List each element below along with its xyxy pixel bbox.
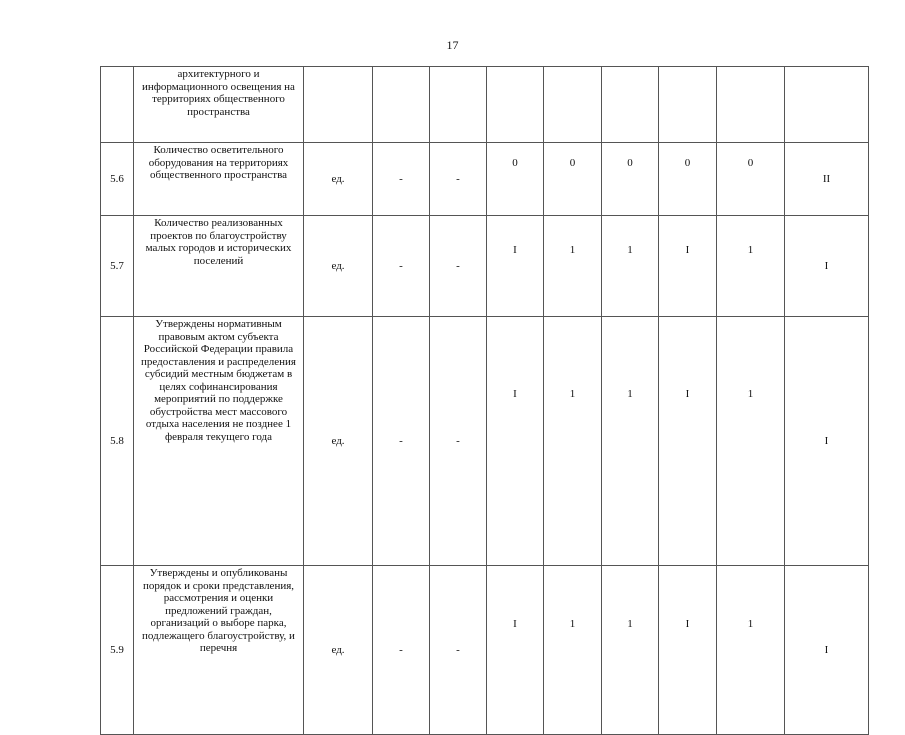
row-number: 5.6 (101, 143, 134, 216)
value-cell (487, 67, 544, 143)
value-cell: 0 (602, 143, 659, 216)
base-year-cell: - (430, 317, 487, 566)
base-value-cell: - (373, 317, 430, 566)
last-cell: I (785, 216, 869, 317)
value-cell: I (659, 216, 717, 317)
unit-cell: ед. (304, 143, 373, 216)
value-cell (544, 67, 602, 143)
value-cell: 1 (602, 216, 659, 317)
base-value-cell (373, 67, 430, 143)
value-cell: I (487, 566, 544, 735)
unit-cell: ед. (304, 216, 373, 317)
table-row (101, 67, 869, 143)
indicator-description: архитектурного и информационного освещения на территориях общественного пространства (134, 67, 304, 143)
table-row (101, 317, 869, 566)
unit-cell (304, 67, 373, 143)
base-value-cell: - (373, 143, 430, 216)
value-cell: 1 (544, 216, 602, 317)
base-year-cell (430, 67, 487, 143)
row-number: 5.9 (101, 566, 134, 735)
value-cell: I (659, 566, 717, 735)
table-row (101, 216, 869, 317)
base-year-cell: - (430, 216, 487, 317)
last-cell (785, 67, 869, 143)
value-cell: 1 (717, 216, 785, 317)
base-value-cell: - (373, 566, 430, 735)
value-cell (602, 67, 659, 143)
row-number: 5.8 (101, 317, 134, 566)
value-cell: 1 (717, 317, 785, 566)
base-value-cell: - (373, 216, 430, 317)
value-cell: 0 (544, 143, 602, 216)
indicator-description: Утверждены нормативным правовым актом субъекта Российской Федерации правила предоставления и распределения субсидий местным бюджетам в целях софинансирования мероприятий по поддержке обустройства мест массового отдыха населения не позднее 1 февраля текущего года (134, 317, 304, 566)
last-cell: II (785, 143, 869, 216)
page-number: 17 (446, 38, 459, 52)
value-cell: 1 (544, 566, 602, 735)
value-cell (717, 67, 785, 143)
indicator-description: Количество осветительного оборудования на территориях общественного пространства (134, 143, 304, 216)
table-row (101, 143, 869, 216)
value-cell: 0 (717, 143, 785, 216)
last-cell: I (785, 317, 869, 566)
value-cell: 1 (602, 317, 659, 566)
value-cell: 1 (602, 566, 659, 735)
table-row (101, 566, 869, 735)
indicator-description: Утверждены и опубликованы порядок и сроки представления, рассмотрения и оценки предложений граждан, организаций о выборе парка, подлежащего благоустройству, и перечня (134, 566, 304, 735)
value-cell: 0 (487, 143, 544, 216)
unit-cell: ед. (304, 566, 373, 735)
indicators-table (100, 66, 869, 735)
unit-cell: ед. (304, 317, 373, 566)
row-number (101, 67, 134, 143)
indicator-description: Количество реализованных проектов по благоустройству малых городов и исторических поселений (134, 216, 304, 317)
value-cell: 1 (717, 566, 785, 735)
value-cell (659, 67, 717, 143)
value-cell: 0 (659, 143, 717, 216)
base-year-cell: - (430, 143, 487, 216)
value-cell: I (659, 317, 717, 566)
last-cell: I (785, 566, 869, 735)
value-cell: 1 (544, 317, 602, 566)
row-number: 5.7 (101, 216, 134, 317)
value-cell: I (487, 216, 544, 317)
base-year-cell: - (430, 566, 487, 735)
value-cell: I (487, 317, 544, 566)
